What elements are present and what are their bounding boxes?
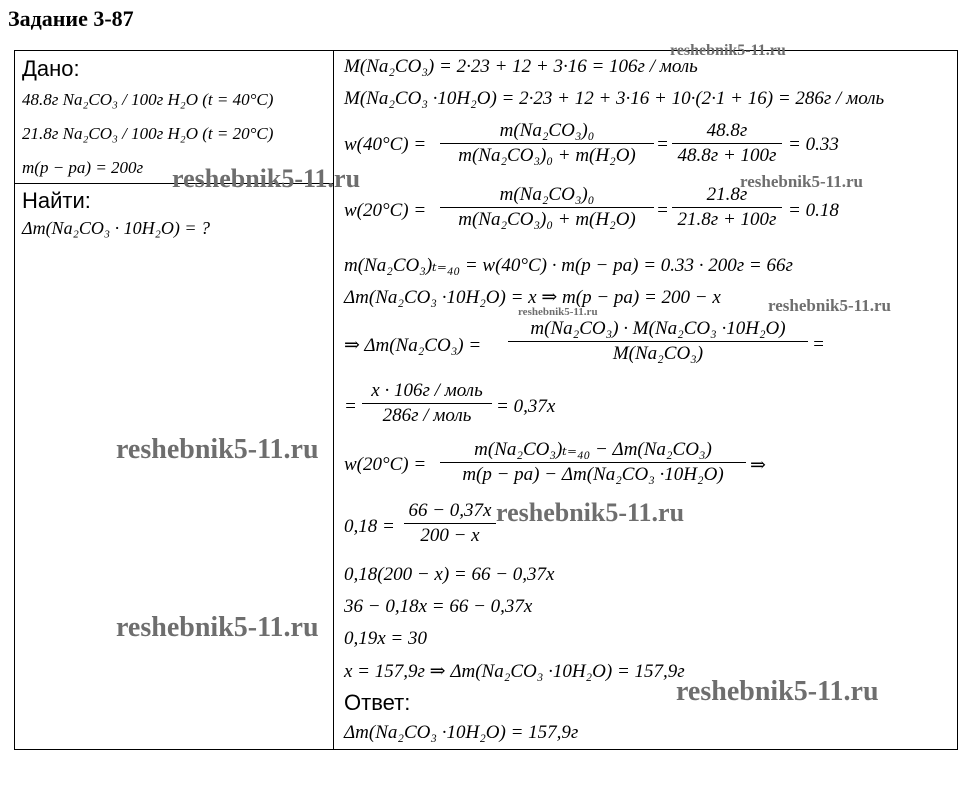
- w40-eq: =: [656, 134, 669, 155]
- w20-denominator: m(Na₂CO₃)₀ + m(H₂O): [458, 209, 636, 230]
- w20-value-denominator: 21.8г + 100г: [677, 209, 777, 230]
- molar-mass-na2co3: M(Na₂CO₃) = 2·23 + 12 + 3·16 = 106г / моль: [344, 56, 698, 77]
- w20-eq: =: [656, 200, 669, 221]
- find-line: Δm(Na₂CO₃ · 10H₂O) = ?: [22, 218, 210, 238]
- molar-mass-hydrate: M(Na₂CO₃ ·10H₂O) = 2·23 + 12 + 3·16 + 10·(2·1 + 16) = 286г / моль: [344, 88, 885, 109]
- equation-denominator: 200 − x: [420, 525, 480, 546]
- w20-numerator: m(Na₂CO₃)₀: [499, 184, 595, 205]
- w20-final-numerator: m(Na₂CO₃)ₜ₌₄₀ − Δm(Na₂CO₃): [474, 439, 712, 460]
- watermark: reshebnik5-11.ru: [496, 498, 685, 527]
- equation-numerator: 66 − 0,37x: [408, 500, 492, 521]
- ratio-result: = 0,37x: [496, 396, 556, 417]
- w20-value-numerator: 21.8г: [706, 184, 748, 205]
- w20-final-implies: ⇒: [750, 455, 766, 476]
- w40-result: = 0.33: [788, 134, 839, 155]
- watermark: reshebnik5-11.ru: [172, 164, 361, 193]
- equation-fraction: [404, 500, 496, 547]
- find-label: Найти:: [22, 188, 91, 213]
- delta-m-definition: Δm(Na₂CO₃ ·10H₂O) = x ⇒ m(p − pa) = 200 − x: [344, 287, 721, 308]
- w40-numerator: m(Na₂CO₃)₀: [499, 120, 595, 141]
- w20-final-lhs: w(20°C) =: [344, 454, 427, 475]
- watermark: reshebnik5-11.ru: [116, 434, 319, 465]
- w20-final-fraction: [440, 438, 746, 486]
- ratio-numerator: x · 106г / моль: [371, 380, 483, 401]
- w20-lhs: w(20°C) =: [344, 200, 427, 221]
- answer-value: Δm(Na₂CO₃ ·10H₂O) = 157,9г: [344, 722, 579, 743]
- w40-fraction: [440, 120, 654, 167]
- watermark: reshebnik5-11.ru: [676, 676, 879, 707]
- delta-na2co3-numerator: m(Na₂CO₃) · M(Na₂CO₃ ·10H₂O): [530, 318, 786, 339]
- watermark: reshebnik5-11.ru: [768, 296, 891, 315]
- task-title: Задание 3-87: [8, 6, 134, 31]
- step-1: 0,18(200 − x) = 66 − 0,37x: [344, 564, 555, 585]
- answer-label: Ответ:: [344, 690, 411, 715]
- step-2: 36 − 0,18x = 66 − 0,37x: [344, 596, 533, 617]
- column-divider: [333, 50, 334, 750]
- watermark: reshebnik5-11.ru: [670, 42, 786, 59]
- step-3: 0,19x = 30: [344, 628, 428, 649]
- delta-na2co3-eq: =: [812, 334, 825, 355]
- w20-result: = 0.18: [788, 200, 839, 221]
- step-4: x = 157,9г ⇒ Δm(Na₂CO₃ ·10H₂O) = 157,9г: [344, 661, 685, 682]
- mass-na2co3-40: m(Na₂CO₃)ₜ₌₄₀ = w(40°C) · m(p − pa) = 0.33 · 200г = 66г: [344, 255, 793, 276]
- delta-na2co3-fraction: [508, 318, 808, 365]
- delta-na2co3-denominator: M(Na₂CO₃): [612, 343, 704, 364]
- watermark: reshebnik5-11.ru: [518, 306, 598, 318]
- equation-lhs: 0,18 =: [344, 516, 395, 537]
- ratio-denominator: 286г / моль: [382, 405, 472, 426]
- given-label: Дано:: [22, 56, 80, 81]
- w40-value-fraction: [672, 120, 782, 167]
- watermark: reshebnik5-11.ru: [116, 612, 319, 643]
- ratio-lhs: =: [344, 396, 357, 417]
- given-line-3: m(p − pa) = 200г: [22, 158, 144, 177]
- watermark: reshebnik5-11.ru: [740, 172, 863, 191]
- w20-fraction: [440, 184, 654, 231]
- w40-lhs: w(40°C) =: [344, 134, 427, 155]
- w20-final-denominator: m(p − pa) − Δm(Na₂CO₃ ·10H₂O): [462, 464, 724, 485]
- w40-value-numerator: 48.8г: [706, 120, 748, 141]
- delta-na2co3-lhs: ⇒ Δm(Na₂CO₃) =: [344, 335, 482, 356]
- given-line-2: 21.8г Na₂CO₃ / 100г H₂O (t = 20°C): [22, 124, 274, 143]
- w40-value-denominator: 48.8г + 100г: [677, 145, 777, 166]
- ratio-fraction: [362, 380, 492, 427]
- given-line-1: 48.8г Na₂CO₃ / 100г H₂O (t = 40°C): [22, 90, 274, 109]
- w40-denominator: m(Na₂CO₃)₀ + m(H₂O): [458, 145, 636, 166]
